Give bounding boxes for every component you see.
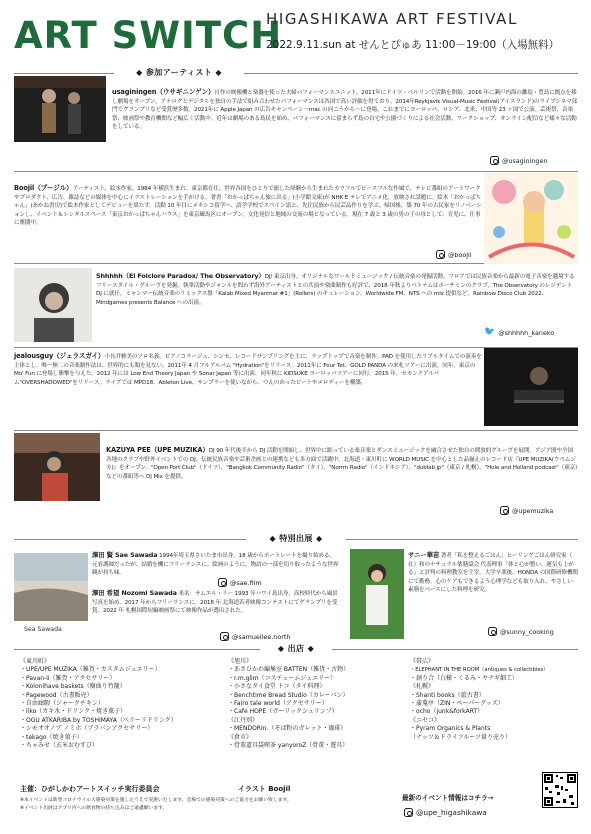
list-item: ・Cafe HOPE（ガーリックシュリンプ）: [228, 708, 338, 716]
artist-bio: DJ 90 年代後半から DJ 活動を開始し、世界中に眠っている楽音楽とダンスミュージックを融合させた独自の開放的グルーヴを展開。アジア圏や全国各地のクラブや野外イベントでの DJ、伝統民族音楽や芸術企画との連携なども多方面で活躍中。北海道・東川町に WORLD MUSIC を中心とした品揃えのレコード店『UPE MUZIKA(ウペムジカ)』をオープン。"Open Port Club"（ドイツ）、"Bangkok Community Radio"（タイ）、"Norrm Radio"（インドネシア）、"dublab.jp"（東京 / 札幌）、"Hole and Holland podcast"（東京）などの番組等へ DJ Mix を提供。: [106, 448, 578, 480]
instagram-icon: [218, 578, 227, 587]
list-item: ・創り合（白樺・くるみ・ヤナギ細工）: [410, 674, 519, 682]
list-item: ・UPE/UPE MUZIKA（雑貨・カスタムジュエリー）: [20, 666, 161, 674]
illustration-credit: イラスト Boojil: [238, 785, 291, 793]
shop-column-2: [228, 658, 406, 750]
artist-photo-usaginingen: [14, 76, 106, 142]
divider: [332, 649, 578, 650]
instagram-icon: [404, 808, 413, 817]
artist-name: Shhhhh（El Folclore Paradox/ The Observatory）: [96, 272, 265, 280]
list-item: 《江丹別》: [228, 716, 259, 724]
footer-handle[interactable]: @upe_higashikawa: [404, 808, 487, 817]
festival-name: HIGASHIKAWA ART FESTIVAL: [266, 10, 518, 28]
artist-block-usaginingen: [112, 88, 578, 132]
list-item: ・r.m.glim（コスチュームジュエリー）: [228, 674, 337, 682]
list-item: （ナッツ＆ドライフルーツ量り売り）: [410, 733, 512, 741]
artist-photo-kazuya-pee: [14, 433, 100, 501]
artist-bio: DJ/ 東京出身。オリジナルなワールドミュージック / 伝統音楽の発掘活動。フロアでは民族音楽から最新の電子音楽を越境するフリースタイル・グルーヴを発掘。執筆活動やジャンルを問わず海外アーティストとの共演や楽曲制作も好評で、2018 年秋よりベトナムはホーチミンのクラブ、The Observatory のレジデント DJ に就任。ミャンマー伝統音楽のリミックス盤「Kalab Mixed Myanmar #1」(Rollers) のキュレーション。Worldwide FM、NTS への mix 提供など。Rainbow Disco Club 2022、Mindgames presents Balance への出演。: [96, 274, 575, 306]
latest-info-label: 最新のイベント情報はコチラ→: [402, 794, 494, 802]
artist-name: Boojil（ブージル）: [14, 184, 73, 192]
footer-note: ※本イベントは新型コロナウイルス感染対策を施したうえで実施いたします。会場での感染対策へのご協力をお願い致します。: [20, 798, 292, 803]
list-item: ・Fairo tale world（アクセサリー）: [228, 700, 328, 708]
instagram-icon: [488, 627, 497, 636]
special-block-sunny: [408, 551, 578, 595]
artist-name: usaginingen（ウサギニンゲン）: [112, 88, 215, 96]
artist-handle-boojil[interactable]: @boojil: [436, 250, 472, 259]
list-item: ・ocho（junk&forkART）: [410, 708, 484, 716]
list-item: 《旭川》: [228, 658, 253, 665]
special-photo-sae: [14, 553, 88, 621]
special-name: 澤田 賢 Sae Sawada: [92, 551, 158, 559]
list-item: 《ニセコ》: [410, 716, 441, 724]
section-artists-title: ◆ 参加アーティスト ◆: [136, 68, 222, 77]
twitter-icon: 🐦: [484, 327, 496, 337]
artist-block-boojil: [14, 184, 482, 228]
list-item: 《札幌》: [410, 683, 435, 691]
artist-name: KAZUYA PEE（UPE MUZIKA）: [106, 446, 209, 454]
qr-code[interactable]: [542, 772, 578, 808]
special-bio: 著者「私を整えるごはん」ヒーリングごはん研究家（ 社）和のナチュラル薬膳協会 代表理事「体と心が整い、運気も上がる」と評判の料理教室を主宰。大学卒業後、HONDA の国際研修機関にて勤務。心のケアもできるよう心理学なども取り入れ、やさしい素膳をベースにした料理を研究。: [408, 553, 578, 594]
instagram-icon: [500, 506, 509, 515]
artist-handle-shhhhh[interactable]: 🐦 @shhhhh_kaneko: [484, 327, 555, 337]
list-item: 《倉市》: [228, 733, 253, 741]
section-special-title: ◆ 特別出展 ◆: [269, 534, 323, 543]
organizer: 主催：ひがしかわアートスイッチ実行委員会: [20, 785, 160, 793]
list-item: 《帯広》: [410, 658, 435, 665]
list-item: ・liko（カキ氷・ドリンク・焼き菓子）: [20, 708, 127, 716]
special-bio: 米名：サムエル・リー 1993 年ハワイ島出身。高校時代から風景写真を始め、2017 年からフリーランスに。2018 年 北海道若者映像コンテストにてグランプリを受賞。2022 年 札幌国際短編映画祭にて映像作品が選出された。: [92, 591, 338, 615]
artist-block-jealousguy: [14, 352, 482, 387]
list-item: ・Pavan-ii（雑貨・アクセサリー）: [20, 674, 116, 682]
list-item: ・Pyram Organics & Plants: [410, 725, 491, 733]
artist-block-shhhhh: [96, 272, 578, 307]
special-photo-sunny: [350, 549, 404, 639]
instagram-icon: [436, 250, 445, 259]
shop-column-1: [20, 658, 220, 750]
special-name: 澤田 希望 Nozomi Sawada: [92, 589, 177, 597]
event-date: 2022.9.11.sun at せんとぴゅあ 11:00－19:00（入場無料）: [266, 39, 560, 51]
list-item: ・Kolonihave baskets（樹曲り竹籠）: [20, 683, 126, 691]
special-block-sae: [92, 551, 340, 578]
artist-photo-shhhhh: [14, 268, 92, 342]
divider: [14, 430, 578, 431]
special-handle-nozomi[interactable]: @samuellee.north: [220, 632, 290, 641]
list-item: ・小さなタイ食堂 トコ（タイ料理）: [228, 683, 326, 691]
special-bio: 1994年埼玉県さいたま市出身。18 歳からポートレートを撮り始める。元看護師だったが、結婚を機にフリーランスに。絵画のように、物語の一部を切り取ったような世界観が持ち味。: [92, 553, 339, 577]
artist-bio: 小長井雅美のソロ名義。ピアノコラージュ、シンセ、レコードサンプリングを主に、ラップトップで音楽を制作。PAD を使用したリアルタイムでの演奏を主体とし、唯一無二の音楽制作法は、世界的にも類を見ない。2011年 4 月フルアルバム "Hydration"をリリース。2011年に Four Tet、GOLD PANDA の来札ツアーに出演。同年、東京の Mo' Fun に登場し衝撃を与えた。2012 年には Low End Theory Japan や Sonar Japan 等に出演、同年秋に KIDSUKE ヨーロッパツアーに同行。2015 年、セカンドアルバム"OVERSHADOWED"をリリース。ライブでは MPD18、Ableton Live、サンプラーを使いながら、つんのめったビートやメロディーを構築。: [14, 354, 482, 386]
list-item: ・Benchtime Bread Studio（カレーパン）: [228, 691, 349, 699]
event-title: ART SWITCH: [14, 14, 283, 57]
artist-bio: 自作の映像機と楽器を使った夫婦パフォーマンスユニット。2011年にドイツ・ベルリンで活動を開始。2016 年に瀬戸内海の離島・豊島に拠点を移し劇場をオープン。アナログとデジタルを独自の手法で組み合わせたパフォーマンスは各国で高い評価を得ており、2014年Reykjavik Visual-Music Festival(アイスランド)のライブシネマ部門でグランプリなど受賞歴多数。2021年に Apple Japan の広告キャンペーン～mac の向こうから～に登場。これまでにヨーロッパ、ロシア、北米、中国等 23 ヶ国で公演。芸術祭、音楽祭、映画祭や教育機関など幅広く活動中。近年は劇場のある島民を始め、パフォーマンスに留まらず島の自宅や公園づくりによる社会活動、ワークショップ、オンライン配信など様々な活動をしている。: [112, 90, 578, 131]
special-handle-sunny[interactable]: @sunny_cooking: [488, 627, 554, 636]
divider: [14, 73, 114, 74]
divider: [346, 539, 578, 540]
instagram-icon: [220, 632, 229, 641]
special-name: サニー華苗: [408, 551, 440, 559]
list-item: ・OGU ATKARIBA by TOSHIMAYA（ベリーリドリンク）: [20, 716, 177, 724]
list-item: ・シモオオノブ ノミホ（ブラバンアクセサリー）: [20, 725, 154, 733]
divider: [14, 263, 484, 264]
list-item: ・自由廊暇（ジャークチキン）: [20, 700, 104, 708]
artist-photo-jealousguy: [484, 348, 578, 426]
header: [0, 0, 591, 68]
list-item: ・あさひかわ編集室 BATTEN（雑貨・古物）: [228, 666, 350, 674]
divider: [14, 539, 246, 540]
list-item: ・Pagewood（古書販売）: [20, 691, 93, 699]
divider: [14, 649, 260, 650]
photo-caption: Sea Sawada: [24, 626, 62, 633]
list-item: ・tekago（焼き菓子）: [20, 733, 83, 741]
artist-handle-usaginingen[interactable]: @usaginingen: [490, 156, 547, 165]
artist-bio: アーティスト、絵本作家。1984 年横浜生まれ、東京都在住。世界各国をひとりで旅した経験から生まれたカラフルでピースフルな作風で、テレビ番組のアートワークやプロダクト、広告、雑誌などの媒体を中心にイラストレーションを手がける。著書「おかっぱちゃん旅に出る」(小学館文庫)が NHK E テレでアニメ化、放映され話題に。絵本「おかっぱちゃん」(あかね書房)で絵本作家としてデビューを果たす。活動 10 年目にメキシコ留学へ、語学学校でスペイン語と、先住民族から民芸品作りを学ぶ。帰国後、築 70 年の古民家をリノベーションし、イベント＆レンタルスペース「東京おかっぱちゃんハウス」を東京練馬区にオープン。文化発信と地域の交流の場となっている。現在 7 歳と 3 歳の男の子の母として、育児に、仕事に奮闘中。: [14, 186, 482, 227]
special-block-nozomi: [92, 589, 340, 616]
list-item: ・ELEPHANT IN THE ROOM（antiques & collectibles）: [410, 667, 549, 674]
artist-name: jealousguy（ジェラスガイ）: [14, 352, 105, 360]
list-item: ・蒲蒐亭（ZIN・ペーパーグッズ）: [410, 700, 504, 708]
special-handle-sae[interactable]: @sae.film: [218, 578, 262, 587]
artist-block-kazuya-pee: [106, 446, 578, 481]
shop-column-3: [410, 658, 582, 742]
list-item: ・骨董道具袋喫茶 yanyoroZ（骨董・遊具）: [228, 742, 349, 750]
list-item: ・ちゃみせ（玄米おむすび）: [20, 742, 99, 750]
list-item: 《東川町》: [20, 658, 51, 665]
list-item: ・MENDORIn.（そば粉のガレット・珈琲）: [228, 725, 347, 733]
footer-note: ※イベント出展はアプリ内への飲食物の持ち込みはご遠慮願います。: [20, 806, 168, 811]
artist-artwork-boojil: [484, 172, 578, 264]
section-shops-title: ◆ 出店 ◆: [277, 644, 315, 653]
instagram-icon: [490, 156, 499, 165]
divider: [244, 73, 578, 74]
artist-handle-kazuya-pee[interactable]: @upemuzika: [500, 506, 553, 515]
list-item: ・Shanti books（旅古書）: [410, 691, 485, 699]
